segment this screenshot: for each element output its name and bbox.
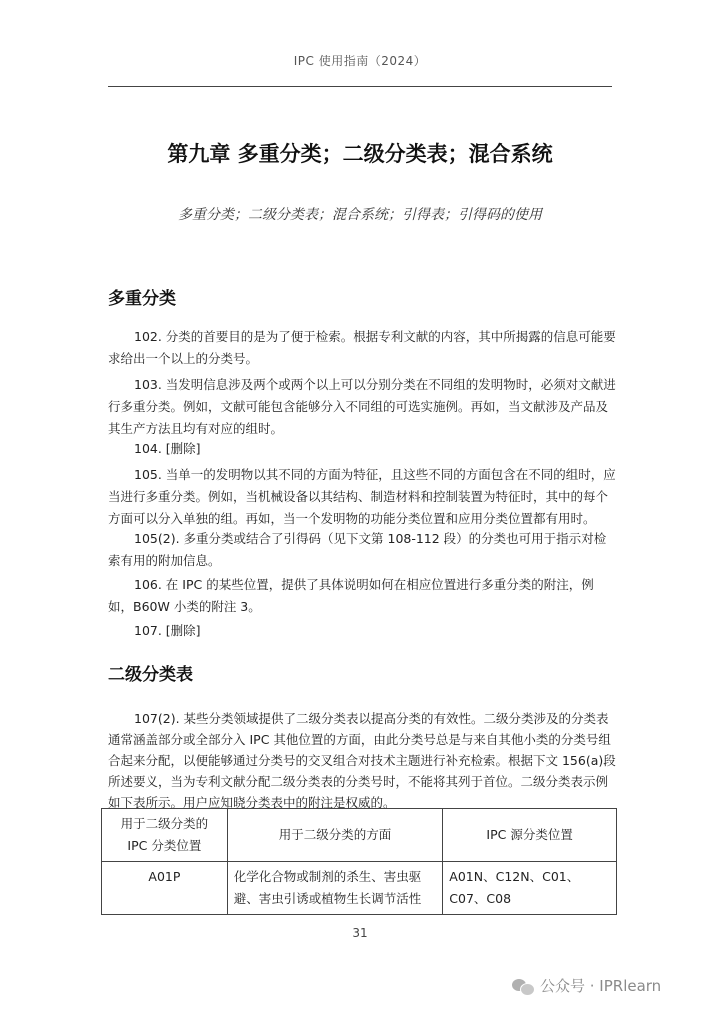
wechat-icon (512, 977, 534, 995)
paragraph-102: 102. 分类的首要目的是为了便于检索。根据专利文献的内容，其中所揭露的信息可能要求给出一个以上的分类号。 (108, 329, 616, 366)
header-divider (108, 86, 612, 87)
table-header-source-place: IPC 源分类位置 (443, 809, 617, 862)
table-cell-source: A01N、C12N、C01、C07、C08 (443, 862, 617, 915)
table-header-row (102, 809, 617, 862)
chapter-subtitle: 多重分类；二级分类表；混合系统；引得表；引得码的使用 (178, 207, 542, 223)
page-number: 31 (352, 926, 368, 940)
paragraph-104: 104. [删除] (134, 441, 201, 456)
table-row (102, 862, 617, 915)
secondary-scheme-table (101, 808, 617, 915)
paragraph-107-2: 107(2). 某些分类领域提供了二级分类表以提高分类的有效性。二级分类涉及的分类表通常涵盖部分或全部分入 IPC 其他位置的方面，由此分类号总是与来自其他小类的分类号组合起来分配，以便能够通过分类号的交叉组合对技术主题进行补充检索。根据下文 156(a)段所述要义，当为专利文献分配二级分类表的分类号时，不能将其列于首位。二级分类表示例如下表所示。用户应知晓分类表中的附注是权威的。 (108, 711, 616, 810)
watermark (512, 975, 661, 996)
paragraph-106: 106. 在 IPC 的某些位置，提供了具体说明如何在相应位置进行多重分类的附注，例如，B60W 小类的附注 3。 (108, 577, 594, 614)
section-heading-secondary-schemes: 二级分类表 (108, 665, 193, 685)
table-header-ipc-place (102, 809, 228, 862)
running-header: IPC 使用指南（2024） (293, 54, 427, 68)
section-heading-multiple-classification: 多重分类 (108, 289, 176, 309)
chapter-title: 第九章 多重分类；二级分类表；混合系统 (167, 142, 553, 166)
table-cell-aspect: 化学化合物或制剂的杀生、害虫驱避、害虫引诱或植物生长调节活性 (227, 862, 443, 915)
table-header-ipc-place-line2: IPC 分类位置 (127, 838, 202, 853)
watermark-text: 公众号 · IPRlearn (540, 977, 662, 995)
paragraph-105-2: 105(2). 多重分类或结合了引得码（见下文第 108-112 段）的分类也可用于指示对检索有用的附加信息。 (108, 531, 607, 568)
paragraph-103: 103. 当发明信息涉及两个或两个以上可以分别分类在不同组的发明物时，必须对文献进行多重分类。例如，文献可能包含能够分入不同组的可选实施例。再如，当文献涉及产品及其生产方法且均有对应的组时。 (108, 377, 616, 436)
table-header-ipc-place-line1: 用于二级分类的 (120, 816, 209, 831)
table-header-aspect: 用于二级分类的方面 (227, 809, 443, 862)
paragraph-105: 105. 当单一的发明物以其不同的方面为特征，且这些不同的方面包含在不同的组时，应当进行多重分类。例如，当机械设备以其结构、制造材料和控制装置为特征时，其中的每个方面可以分入单独的组。再如，当一个发明物的功能分类位置和应用分类位置都有用时。 (108, 467, 616, 526)
paragraph-107: 107. [删除] (134, 623, 201, 638)
table-cell-code: A01P (102, 862, 228, 915)
